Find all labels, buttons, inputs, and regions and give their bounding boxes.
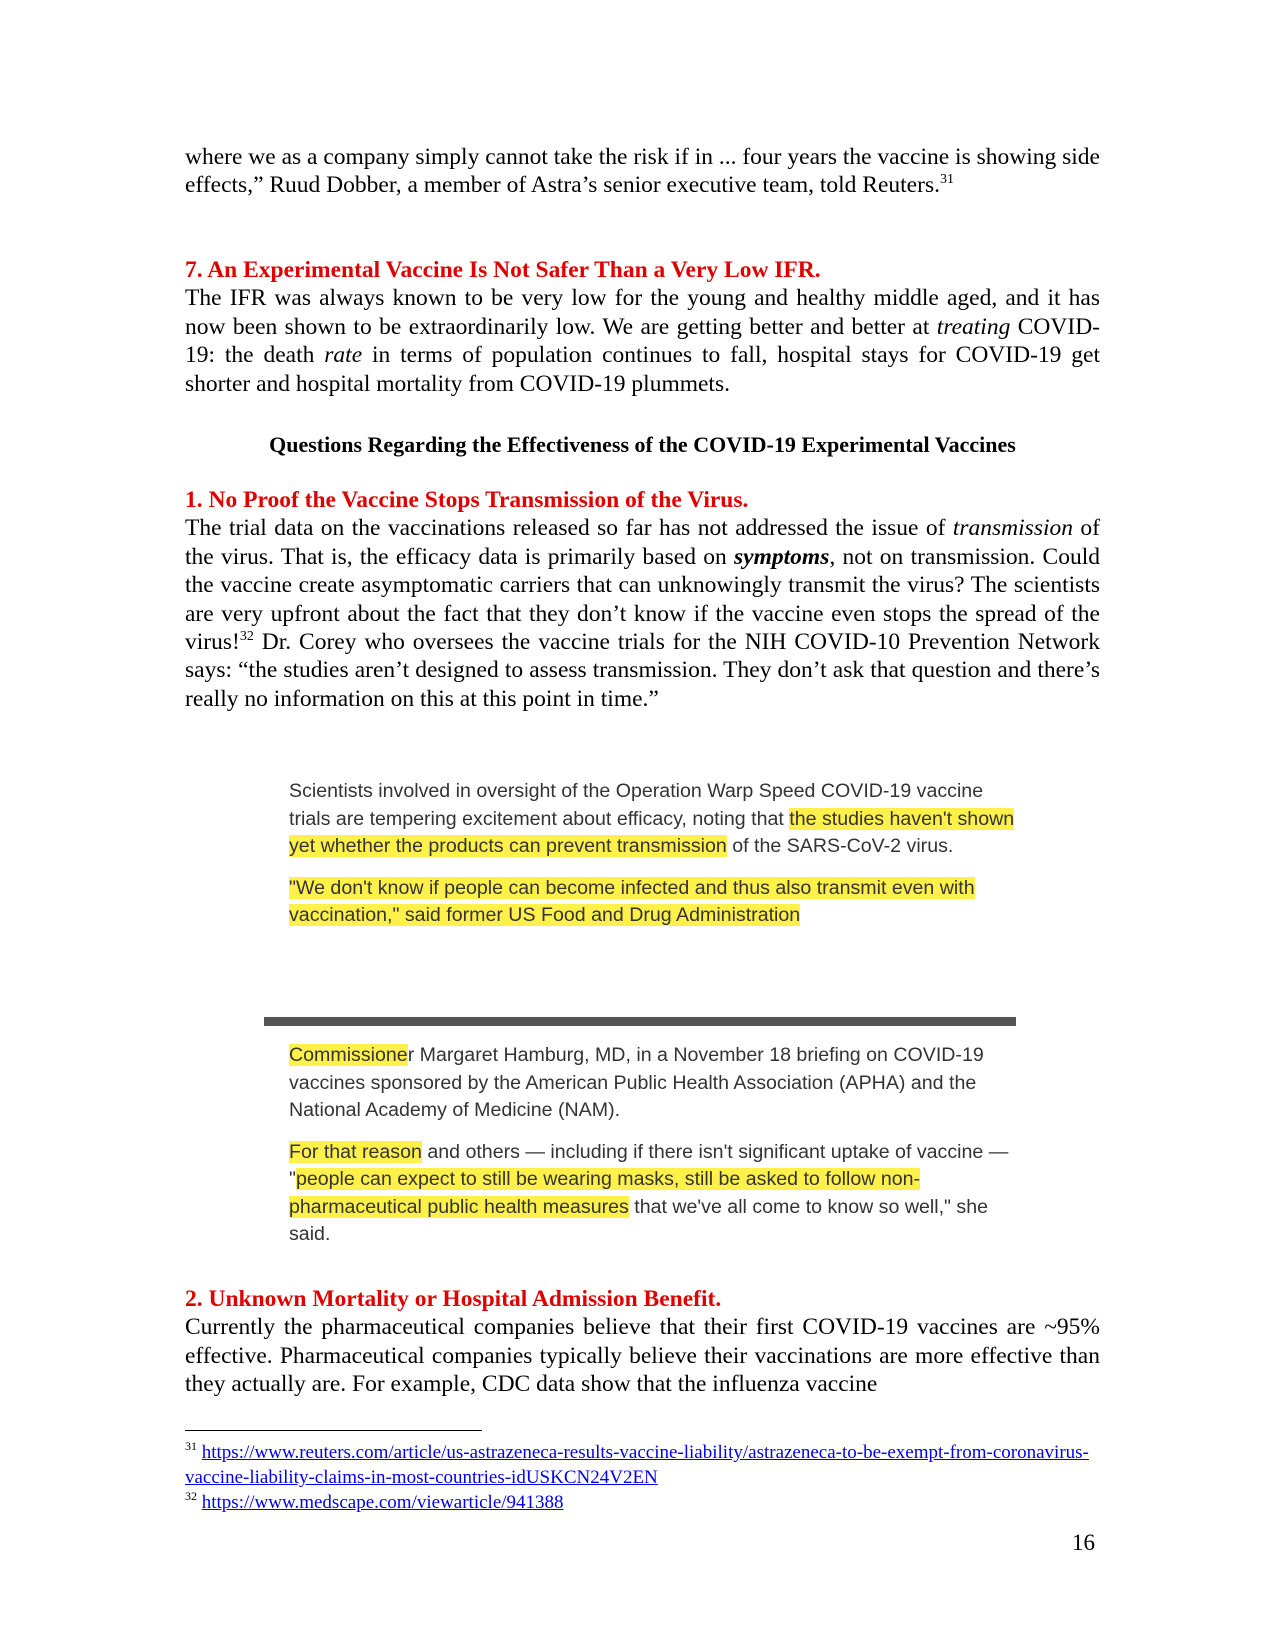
footnote-32 (185, 1490, 1100, 1515)
q1-text-3: , not on transmission. Could the vaccine create asymptomatic carriers that can unknowingly transmit the virus? The scientists are very upfront about the fact that they don’t know if the vaccine even stops the spread of the virus! (185, 543, 1100, 656)
footnotes (185, 1440, 1100, 1515)
quote-top-paragraph-2 (289, 875, 1029, 930)
quote-bottom-text-1: r Margaret Hamburg, MD, in a November 18 briefing on COVID-19 vaccines sponsored by the American Public Health Association (APHA) and the National Academy of Medicine (NAM). (289, 1044, 984, 1121)
footnote-32-number: 32 (185, 1489, 197, 1503)
quote-bottom-highlight-1: Commissione (289, 1044, 408, 1066)
quote-top-highlight-2: "We don't know if people can become infected and thus also transmit even with vaccination," said former US Food and Drug Administration (289, 876, 975, 926)
quote-bottom-highlight-2: For that reason (289, 1140, 422, 1163)
section-7 (185, 256, 1100, 398)
footnote-31-link[interactable]: https://www.reuters.com/article/us-astrazeneca-results-vaccine-liability/astrazeneca-to-be-exempt-from-coronavirus-vaccine-liability-claims-in-most-countries-idUSKCN24V2EN (185, 1442, 1089, 1488)
section-7-paragraph (185, 284, 1100, 398)
quote-bottom-text-3: that we've all come to know so well," she said. (289, 1195, 989, 1245)
q1-text-1: The trial data on the vaccinations released so far has not addressed the issue of (185, 515, 953, 542)
question-1 (185, 486, 1100, 713)
quote-bottom-paragraph-2 (289, 1139, 1029, 1249)
section-7-heading: 7. An Experimental Vaccine Is Not Safer Than a Very Low IFR. (185, 257, 821, 283)
page-number: 16 (1072, 1530, 1095, 1555)
q1-strong-symptoms: symptoms (734, 543, 830, 570)
footnote-31-number: 31 (185, 1439, 197, 1453)
section-7-text-3: in terms of population continues to fall, hospital stays for COVID-19 get shorter and hospital mortality from COVID-19 plummets. (185, 342, 1100, 397)
quote-top-paragraph-1 (289, 778, 1029, 861)
question-1-heading: 1. No Proof the Vaccine Stops Transmission of the Virus. (185, 487, 749, 513)
effectiveness-heading: Questions Regarding the Effectiveness of the COVID-19 Experimental Vaccines (269, 432, 1016, 457)
q1-em-transmission: transmission (952, 515, 1073, 542)
quote-separator-bar (264, 1017, 1016, 1026)
intro-text: where we as a company simply cannot take the risk if in ... four years the vaccine is showing side effects,” Ruud Dobber, a member of Astra’s senior executive team, told Reuters. (185, 144, 1100, 199)
section-7-em-rate: rate (324, 342, 363, 369)
q1-text-2: of the virus. That is, the efficacy data is primarily based on (185, 515, 1101, 570)
footnote-separator (185, 1430, 482, 1431)
footnote-32-link[interactable]: https://www.medscape.com/viewarticle/941388 (201, 1492, 564, 1513)
question-2-paragraph: Currently the pharmaceutical companies believe that their first COVID-19 vaccines are ~95% effective. Pharmaceutical companies typically believe their vaccinations are more effective than they actually are. For example, CDC data show that the influenza vaccine (185, 1314, 1100, 1398)
quote-top-text-2: of the SARS-CoV-2 virus. (726, 835, 954, 857)
question-2 (185, 1285, 1100, 1399)
footnote-ref-31[interactable]: 31 (939, 172, 954, 188)
quote-bottom-highlight-3: people can expect to still be wearing masks, still be asked to follow non-pharmaceutical public health measures (289, 1168, 921, 1218)
section-7-em-treating: treating (936, 313, 1011, 340)
section-7-text-1: The IFR was always known to be very low for the young and healthy middle aged, and it has now been shown to be extraordinarily low. We are getting better and better at (185, 285, 1100, 340)
question-1-paragraph (185, 514, 1100, 713)
question-2-heading: 2. Unknown Mortality or Hospital Admission Benefit. (185, 1286, 722, 1312)
footnote-31 (185, 1440, 1100, 1490)
quote-bottom-text-2: and others — including if there isn't significant uptake of vaccine — " (289, 1140, 1009, 1190)
quote-image-top (289, 778, 1029, 930)
quote-top-highlight-1: the studies haven't shown yet whether the products can prevent transmission (289, 807, 1015, 857)
quote-bottom-paragraph-1 (289, 1042, 1029, 1125)
section-7-text-2: COVID-19: the death (185, 313, 1100, 369)
q1-text-4: Dr. Corey who oversees the vaccine trials for the NIH COVID-10 Prevention Network says: “the studies aren’t designed to assess transmission. They don’t ask that question and there’s really no information on this at this point in time.” (185, 629, 1100, 712)
intro-paragraph (185, 143, 1100, 200)
footnote-ref-32[interactable]: 32 (239, 629, 254, 645)
quote-image-bottom (289, 1042, 1029, 1249)
quote-top-text-1: Scientists involved in oversight of the Operation Warp Speed COVID-19 vaccine trials are tempering excitement about efficacy, noting that (289, 780, 984, 830)
